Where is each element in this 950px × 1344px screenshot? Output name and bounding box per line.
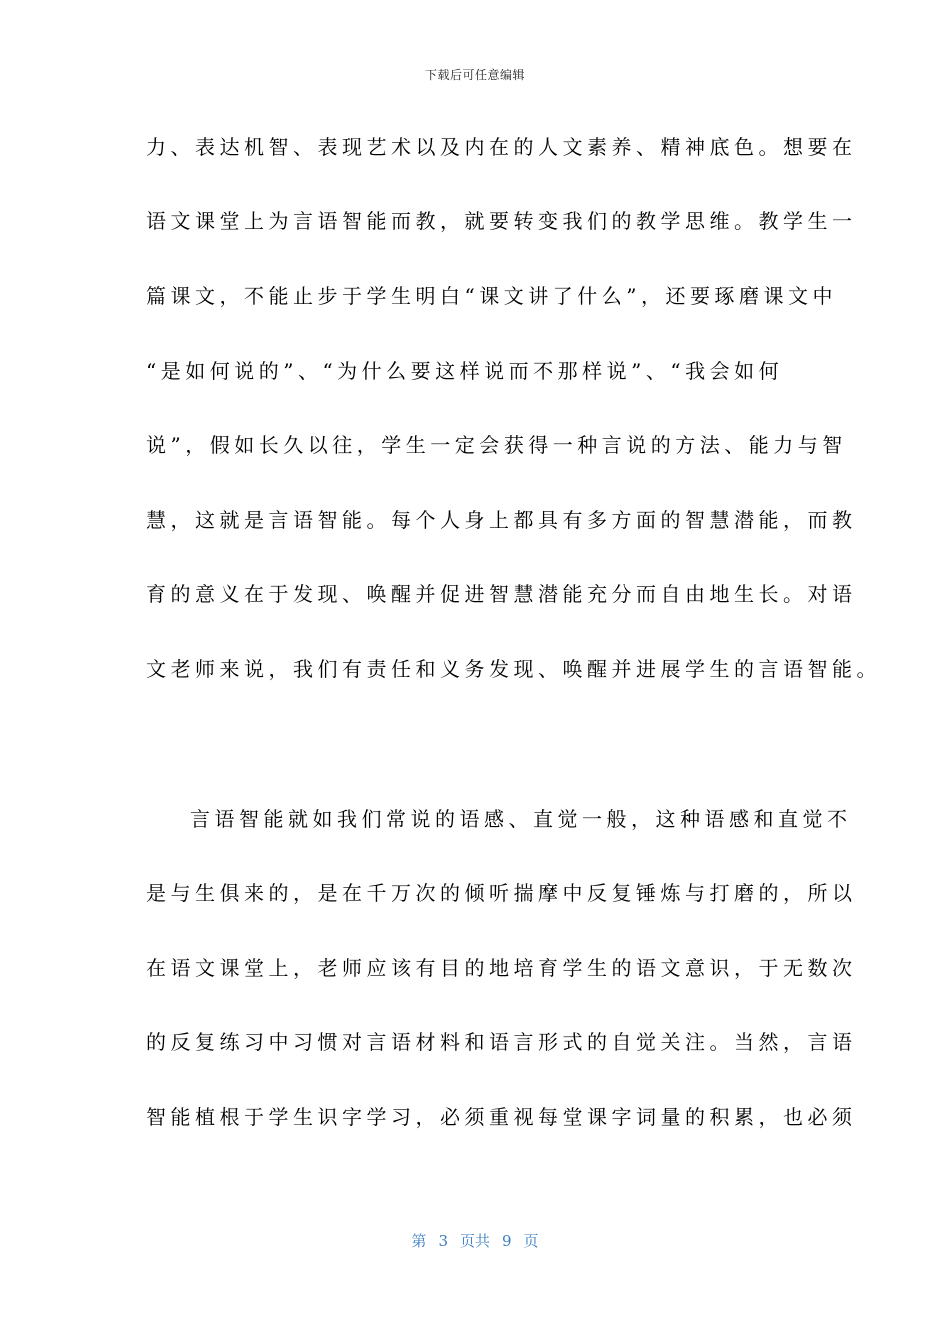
text-line: “是如何说的”、“为什么要这样说而不那样说”、“我会如何 bbox=[146, 359, 784, 383]
text-line: 说”，假如长久以往，学生一定会获得一种言说的方法、能力与智 bbox=[146, 433, 847, 457]
footer-ye: 页 bbox=[523, 1232, 539, 1250]
footer-ye-gong: 页共 bbox=[459, 1232, 490, 1250]
text-line: 智能植根于学生识字学习，必须重视每堂课字词量的积累，也必须 bbox=[146, 1105, 857, 1129]
text-line: 篇课文，不能止步于学生明白“课文讲了什么”，还要琢磨课文中 bbox=[146, 284, 837, 308]
text-line: 语文课堂上为言语智能而教，就要转变我们的教学思维。教学生一 bbox=[146, 209, 857, 233]
text-line: 力、表达机智、表现艺术以及内在的人文素养、精神底色。想要在 bbox=[146, 135, 857, 159]
text-line: 的反复练习中习惯对言语材料和语言形式的自觉关注。当然，言语 bbox=[146, 1030, 857, 1054]
footer-di: 第 bbox=[411, 1232, 427, 1250]
page-header-note: 下载后可任意编辑 bbox=[424, 68, 525, 82]
total-pages-number: 9 bbox=[502, 1232, 512, 1250]
page-footer bbox=[0, 1230, 950, 1251]
text-line: 文老师来说，我们有责任和义务发现、唤醒并进展学生的言语智能。 bbox=[146, 657, 881, 681]
text-line: 在语文课堂上，老师应该有目的地培育学生的语文意识，于无数次 bbox=[146, 956, 857, 980]
current-page-number: 3 bbox=[438, 1232, 448, 1250]
text-line: 育的意义在于发现、唤醒并促进智慧潜能充分而自由地生长。对语 bbox=[146, 582, 857, 606]
text-line: 是与生俱来的，是在千万次的倾听揣摩中反复锤炼与打磨的，所以 bbox=[146, 881, 857, 905]
text-line: 慧，这就是言语智能。每个人身上都具有多方面的智慧潜能，而教 bbox=[146, 508, 857, 532]
text-line: 言语智能就如我们常说的语感、直觉一般，这种语感和直觉不 bbox=[190, 807, 852, 831]
